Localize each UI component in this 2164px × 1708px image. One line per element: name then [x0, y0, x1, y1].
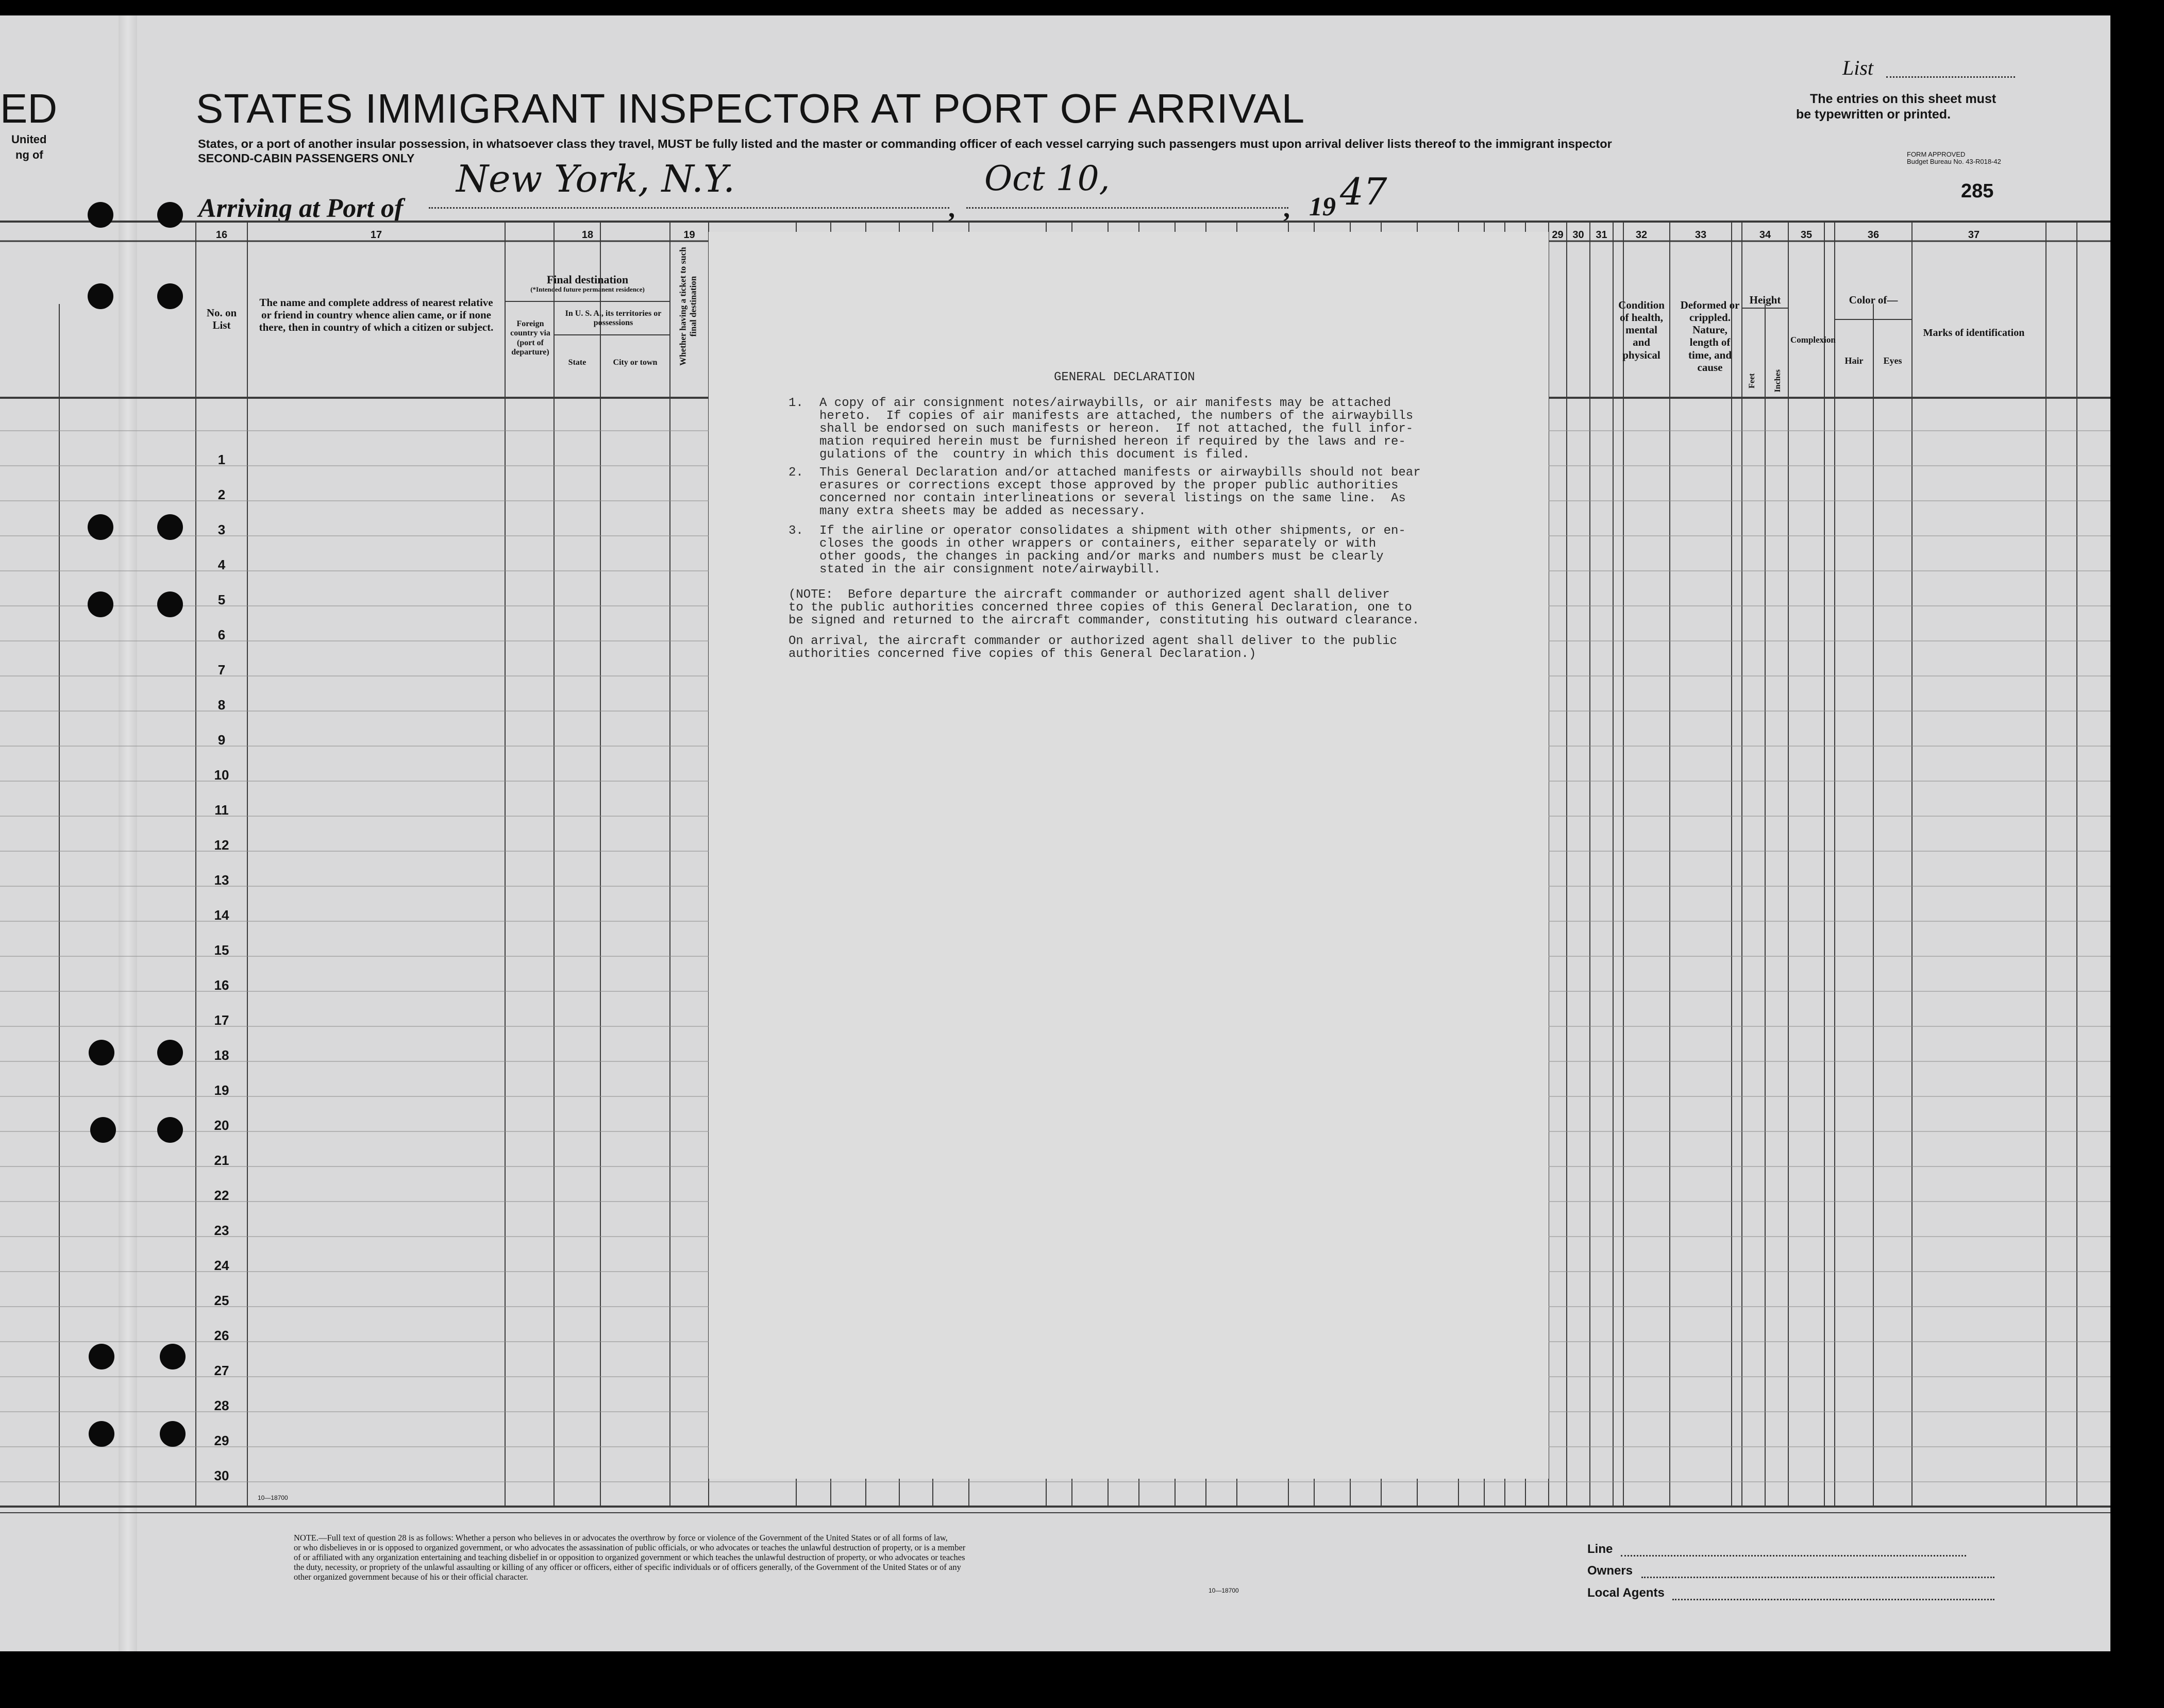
row-number: 27: [214, 1363, 229, 1378]
row-number: 18: [214, 1047, 229, 1063]
col-header-relative: The name and complete address of nearest relative or friend in country whence alien came, or if none there, then in country of which a citizen or subject.: [259, 296, 494, 334]
declaration-note-line-1: (NOTE: Before departure the aircraft commander or authorized agent shall deliver: [789, 588, 1390, 602]
list-label: List: [1842, 56, 1874, 79]
row-number: 21: [214, 1153, 229, 1168]
declaration-arrival-line-2: authorities concerned five copies of this General Declaration.): [789, 647, 1256, 661]
row-number: 9: [217, 732, 226, 748]
punch-hole: [89, 1040, 114, 1066]
punch-hole: [157, 1117, 183, 1143]
row-number: 7: [217, 662, 226, 678]
row-number: 25: [214, 1293, 229, 1308]
declaration-item-2-line-4: many extra sheets may be added as necessary.: [819, 504, 1146, 518]
left-margin-line-1: United: [11, 133, 47, 146]
punch-hole: [88, 591, 113, 617]
line-label: Line: [1587, 1542, 1613, 1556]
col-num-29: 29: [1552, 229, 1564, 241]
row-number: 1: [217, 452, 226, 467]
declaration-item-3-line-2: closes the goods in other wrappers or containers, either separately or with: [819, 537, 1377, 551]
punch-hole: [157, 591, 183, 617]
declaration-item-1-line-3: shall be endorsed on such manifests or hereon. If not attached, the full infor-: [819, 422, 1414, 436]
col-header-inches: Inches: [1773, 369, 1782, 393]
punch-hole: [88, 514, 113, 540]
col-header-ticket: Whether having a ticket to such final destination: [678, 247, 698, 366]
declaration-item-1-line-4: mation required herein must be furnished hereon if required by the laws and re-: [819, 435, 1406, 449]
declaration-item-3-line-3: other goods, the changes in packing and/or marks and numbers must be clearly: [819, 550, 1384, 564]
punch-hole: [89, 1421, 114, 1447]
row-number: 16: [214, 977, 229, 993]
left-margin-line-2: ng of: [15, 148, 43, 161]
left-title-fragment: ED: [0, 86, 58, 131]
declaration-item-2-num: 2.: [789, 466, 803, 480]
declaration-item-3-line-1: If the airline or operator consolidates a shipment with other shipments, or en-: [819, 524, 1406, 538]
row-number: 28: [214, 1398, 229, 1413]
form-approved-1: FORM APPROVED: [1907, 150, 1966, 158]
footer-note-line-4: the duty, necessity, or propriety of the unlawful assaulting or killing of any officer or officers, either of specific individuals or of officers generally, of the Government of the United States or of any: [294, 1562, 961, 1572]
row-number: 29: [214, 1433, 229, 1448]
col-header-complexion: Complexion: [1790, 335, 1836, 345]
row-number: 19: [214, 1083, 229, 1098]
col-num-33: 33: [1695, 229, 1707, 241]
declaration-item-1-num: 1.: [789, 396, 803, 410]
arriving-label: Arriving at Port of: [198, 194, 404, 223]
year-suffix-handwritten: 47: [1340, 170, 1387, 213]
row-number: 30: [214, 1468, 229, 1483]
row-number: 5: [217, 592, 226, 607]
declaration-title: GENERAL DECLARATION: [1054, 370, 1195, 384]
form-code: 10—18700: [258, 1494, 288, 1501]
row-number: 26: [214, 1328, 229, 1343]
row-number: 12: [214, 837, 229, 853]
declaration-item-2-line-1: This General Declaration and/or attached manifests or airwaybills should not bear: [819, 466, 1421, 480]
row-number: 10: [214, 767, 229, 783]
col-header-no-on-list: No. on List: [206, 307, 237, 332]
footer-code: 10—18700: [1209, 1587, 1239, 1594]
entries-note-2: be typewritten or printed.: [1796, 107, 1951, 122]
col-num-19: 19: [683, 229, 695, 241]
sheet-number: 285: [1961, 180, 1994, 202]
general-declaration-sheet: [709, 232, 1549, 1479]
col-header-foreign-country: Foreign country via (port of departure): [510, 319, 550, 357]
col-num-17: 17: [370, 229, 382, 241]
row-number: 13: [214, 872, 229, 888]
col-header-state: State: [568, 358, 586, 367]
form-approved-2: Budget Bureau No. 43-R018-42: [1907, 158, 2001, 165]
date-handwritten: Oct 10,: [984, 159, 1110, 198]
port-handwritten: New York, N.Y.: [456, 157, 735, 200]
row-number: 14: [214, 907, 229, 923]
declaration-item-3-num: 3.: [789, 524, 803, 538]
entries-note-1: The entries on this sheet must: [1810, 92, 1997, 106]
row-number: 8: [217, 697, 226, 713]
row-number: 24: [214, 1258, 229, 1273]
col-header-hair: Hair: [1844, 356, 1864, 366]
local-agents-label: Local Agents: [1587, 1586, 1665, 1600]
declaration-note-line-3: be signed and returned to the aircraft commander, constituting his outward clearance.: [789, 614, 1420, 628]
punch-hole: [88, 202, 113, 228]
col-header-destination-note: (*Intended future permanent residence): [530, 285, 645, 293]
declaration-item-2-line-3: concerned nor contain interlineations or several listings on the same line. As: [819, 492, 1406, 505]
footer-note-line-2: or who disbelieves in or is opposed to organized government, or who advocates the assassination of public officials, or who advocates or teaches the unlawful destruction of property, or is a member: [294, 1543, 966, 1552]
row-number: 4: [217, 557, 226, 572]
col-num-32: 32: [1635, 229, 1648, 241]
col-header-color-of: Color of—: [1849, 294, 1898, 306]
punch-hole: [157, 514, 183, 540]
manifest-page: ED United ng of STATES IMMIGRANT INSPECTOR AT PORT OF ARRIVAL States, or a port of another insular possession, in whatsoever class they travel, MUST be fully listed and the master or commanding officer of each vessel carrying such passengers must upon arrival deliver lists thereof to the immigrant inspector SECOND-CABIN PASSENGERS ONLY List The entries on this sheet must be typewritten or printed. FORM APPROVED Budget Bureau No. 43-R018-42 285 Arriving at Port of New York, N.Y. , Oct 10, , 19 47 16 17 18 19 29 30 31 32 33 34 35 36 37 No. on List The name and complete address of nearest relative or friend in country whence alien came, or if none there, then in country of which a citizen or subject. Final destination (*Intended future permanent residence) Foreign country via (port of departure) In U. S. A., its territories or possessions State City or town Whether having a ticket to such final destination Condition of health, mental and physical Deformed or crippled. Nature, length of time, and cause Height Feet Inches Complexion Color of— Hair Eyes Marks of identification 1 2 3 4 5 6 7 8 9 10 11 12 13 14 15 16 17 18 19 20 21 22 23 24 25 26 27 28 29 30 10—18700 GENERAL DECLARATION 1. A copy of air consignment notes/airwaybills, or air manifests may be attached hereto. If copies of air manifests are attached, the numbers of the airwaybills shall be endorsed on such manifests or hereon. If not attached, the full infor- mation required herein must be furnished hereon if required by the laws and re- gulations of the country in which this document is filed. 2. This General Declaration and/or attached manifests or airwaybills should not bear erasures or corrections except those approved by the proper public authorities concerned nor contain interlineations or several listings on the same line. As many extra sheets may be added as necessary. 3. If the airline or operator consolidates a shipment with other shipments, or en- closes the goods in other wrappers or containers, either separately or with other goods, the changes in packing and/or marks and numbers must be clearly stated in the air consignment note/airwaybill. (NOTE: Before departure the aircraft commander or authorized agent shall deliver to the public authorities concerned three copies of this General Declaration, one to be signed and returned to the aircraft commander, constituting his outward clearance. On arrival, the aircraft commander or authorized agent shall deliver to the public authorities concerned five copies of this General Declaration.) NOTE.—Full text of question 28 is as follows: Whether a person who believes in or advocates the overthrow by force or violence of the Government of the United States or of all forms of law, or who disbelieves in or is opposed to organized government, or who advocates the assassination of public officials, or who advocates or teaches the unlawful destruction of property, or is a member of or affiliated with any organization entertaining and teaching disbelief in or opposition to organized government or which teaches the unlawful destruction of property, or who advocates or teaches the duty, necessity, or propriety of the unlawful assaulting or killing of any officer or officers, either of specific individuals or of officers generally, of the Government of the United States or of any other organized government because of his or their official character. 10—18700 Line Owners Local Agents: [0, 15, 2110, 1651]
col-num-34: 34: [1759, 229, 1771, 241]
owners-label: Owners: [1587, 1564, 1633, 1578]
col-header-in-usa: In U. S. A., its territories or possessions: [565, 309, 662, 328]
local-agents-field: [1672, 1599, 1994, 1600]
row-number: 2: [217, 487, 226, 502]
col-header-deformed: Deformed or crippled. Nature, length of time, and cause: [1680, 299, 1740, 374]
declaration-arrival-line-1: On arrival, the aircraft commander or authorized agent shall deliver to the public: [789, 634, 1397, 648]
punch-hole: [157, 202, 183, 228]
declaration-item-3-line-4: stated in the air consignment note/airwaybill.: [819, 563, 1161, 577]
col-header-feet: Feet: [1747, 373, 1756, 388]
row-number: 6: [217, 627, 226, 642]
punch-hole: [160, 1344, 186, 1369]
col-num-18: 18: [581, 229, 594, 241]
subtitle-line-1: States, or a port of another insular possession, in whatsoever class they travel, MUST be fully listed and the master or commanding officer of each vessel carrying such passengers must upon arrival deliver lists thereof to the immigrant inspector: [198, 137, 1612, 150]
col-header-height: Height: [1749, 294, 1781, 306]
punch-hole: [90, 1117, 116, 1143]
owners-field: [1641, 1577, 1994, 1578]
footer-note-line-5: other organized government because of his or their official character.: [294, 1572, 528, 1582]
punch-hole: [157, 1040, 183, 1066]
row-number: 20: [214, 1118, 229, 1133]
page-title: STATES IMMIGRANT INSPECTOR AT PORT OF ARRIVAL: [196, 86, 1305, 131]
col-header-eyes: Eyes: [1883, 356, 1902, 366]
footer-note-line-3: of or affiliated with any organization entertaining and teaching disbelief in or opposition to organized government or which teaches the unlawful destruction of property, or who advocates or teaches: [294, 1552, 965, 1562]
col-num-31: 31: [1596, 229, 1607, 241]
row-number: 3: [217, 522, 226, 537]
col-num-35: 35: [1800, 229, 1813, 241]
row-number: 23: [214, 1223, 229, 1238]
col-num-36: 36: [1867, 229, 1880, 241]
footer-note-line-1: NOTE.—Full text of question 28 is as follows: Whether a person who believes in or advocates the overthrow by force or violence of the Government of the United States or of all forms of law,: [294, 1533, 948, 1543]
row-number: 11: [214, 802, 229, 818]
row-number: 22: [214, 1188, 229, 1203]
declaration-item-1-line-1: A copy of air consignment notes/airwaybills, or air manifests may be attached: [819, 396, 1391, 410]
col-header-final-destination: Final destination: [546, 273, 629, 286]
col-header-city: City or town: [613, 358, 658, 367]
line-field: [1621, 1555, 1966, 1557]
declaration-item-2-line-2: erasures or corrections except those approved by the proper public authorities: [819, 479, 1399, 493]
year-prefix: 19: [1309, 192, 1336, 222]
col-num-30: 30: [1572, 229, 1584, 241]
col-header-marks: Marks of identification: [1923, 327, 2025, 339]
declaration-item-1-line-5: gulations of the country in which this document is filed.: [819, 448, 1250, 462]
col-header-health: Condition of health, mental and physical: [1618, 299, 1665, 361]
punch-hole: [89, 1344, 114, 1369]
declaration-note-line-2: to the public authorities concerned three copies of this General Declaration, one to: [789, 601, 1412, 615]
row-number: 17: [214, 1012, 229, 1028]
col-num-16: 16: [215, 229, 228, 241]
row-number: 15: [214, 942, 229, 958]
punch-hole: [160, 1421, 186, 1447]
punch-hole: [88, 283, 113, 309]
declaration-item-1-line-2: hereto. If copies of air manifests are attached, the numbers of the airwaybills: [819, 409, 1414, 423]
subtitle-line-2: SECOND-CABIN PASSENGERS ONLY: [198, 151, 415, 165]
col-num-37: 37: [1968, 229, 1980, 241]
punch-hole: [157, 283, 183, 309]
